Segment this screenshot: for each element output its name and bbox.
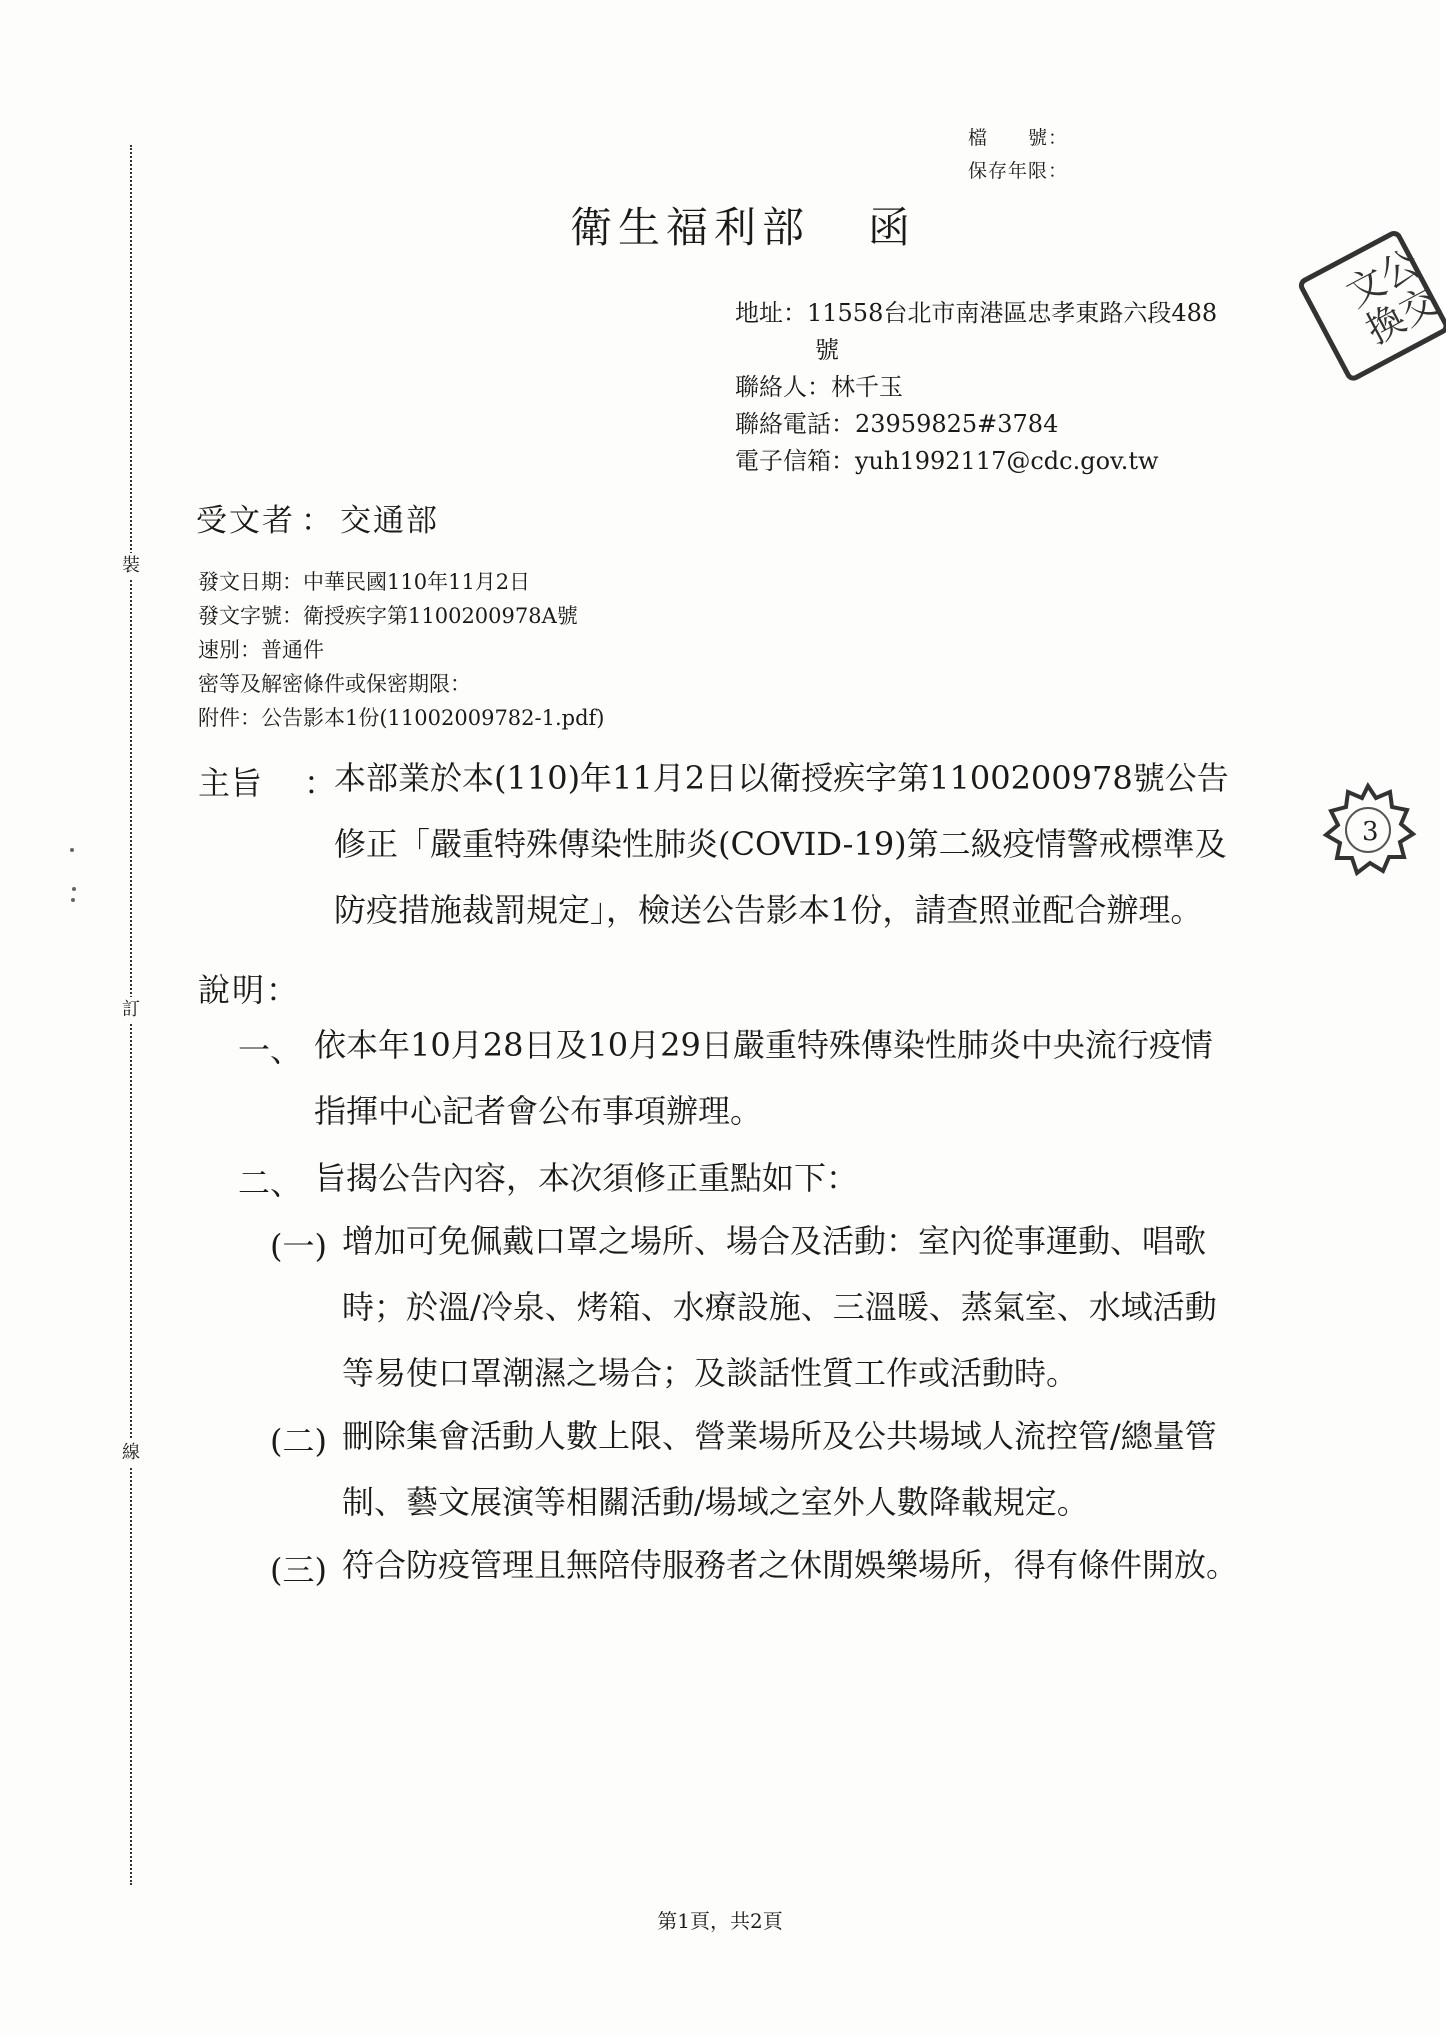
explanation-label: 說明： <box>198 971 301 1009</box>
contact-phone: 聯絡電話：23959825#3784 <box>735 410 1059 438</box>
page-count-number: 3 <box>1362 817 1379 847</box>
sub-item <box>270 1416 1258 1535</box>
margin-speck <box>72 887 76 891</box>
page-number: 第1頁，共2頁 <box>657 1909 783 1933</box>
subject-section <box>198 758 1258 943</box>
retention-label: 保存年限： <box>968 160 1069 182</box>
svg-text:文: 文 <box>1338 258 1394 316</box>
sub-item-number: (二) <box>270 1422 327 1460</box>
binding-mark-xian: 線 <box>118 1440 144 1466</box>
item-number: 一、 <box>238 1031 303 1069</box>
subject-colon: ： <box>304 764 337 802</box>
explanation-item <box>238 1158 1258 1211</box>
page-count-stamp <box>1318 780 1418 880</box>
svg-text:公: 公 <box>1372 241 1427 298</box>
sub-item <box>270 1545 1258 1598</box>
document-title <box>570 195 916 255</box>
reference-number: 發文字號：衛授疾字第1100200978A號 <box>198 604 578 628</box>
item-number: 二、 <box>238 1164 303 1202</box>
address-line-continued: 號 <box>815 336 839 364</box>
subject-text: 本部業於本(110)年11月2日以衛授疾字第1100200978號公告修正「嚴重特殊傳染性肺炎(COVID-19)第二級疫情警戒標準及防疫措施裁罰規定」，檢送公告影本1份，請查照並配合辦理。 <box>334 759 1229 929</box>
title-type: 函 <box>868 203 917 252</box>
recipient-value: 交通部 <box>340 503 439 539</box>
document-info <box>198 565 605 735</box>
contact-block <box>735 295 1217 480</box>
margin-speck <box>70 848 74 852</box>
explanation-item <box>238 1025 1258 1144</box>
svg-text:交: 交 <box>1392 278 1446 335</box>
recipient-label: 受文者 <box>196 503 295 539</box>
item-text: 依本年10月28日及10月29日嚴重特殊傳染性肺炎中央流行疫情指揮中心記者會公布事項辦理。 <box>314 1026 1213 1130</box>
title-org: 衛生福利部 <box>570 203 811 252</box>
item-text: 旨揭公告內容，本次須修正重點如下： <box>314 1159 859 1197</box>
binding-mark-ding: 訂 <box>118 997 144 1023</box>
sub-item-number: (一) <box>270 1227 327 1265</box>
contact-person: 聯絡人：林千玉 <box>735 373 903 401</box>
file-meta <box>968 122 1068 188</box>
attachment-line: 附件：公告影本1份(11002009782-1.pdf) <box>198 706 605 730</box>
sub-item-text: 增加可免佩戴口罩之場所、場合及活動：室內從事運動、唱歌時；於溫/冷泉、烤箱、水療設施、三溫暖、蒸氣室、水域活動等易使口罩潮濕之場合；及談話性質工作或活動時。 <box>342 1222 1217 1392</box>
recipient-line: 受文者 ： 交通部 <box>196 503 439 539</box>
sub-item-text: 刪除集會活動人數上限、營業場所及公共場域人流控管/總量管制、藝文展演等相關活動/場域之室外人數降載規定。 <box>342 1417 1217 1521</box>
binding-mark-zhuang: 裝 <box>118 553 144 579</box>
exchange-seal-stamp <box>1296 230 1446 380</box>
sub-item-text: 符合防疫管理且無陪侍服務者之休閒娛樂場所，得有條件開放。 <box>342 1546 1239 1584</box>
security-level: 密等及解密條件或保密期限： <box>198 672 471 696</box>
svg-text:換: 換 <box>1358 295 1413 353</box>
address-line: 地址：11558台北市南港區忠孝東路六段488 <box>735 299 1218 327</box>
sub-item-number: (三) <box>270 1551 327 1589</box>
subject-label: 主旨 <box>198 764 263 802</box>
issue-date: 發文日期：中華民國110年11月2日 <box>198 570 531 594</box>
document-body <box>198 758 1258 1598</box>
margin-speck <box>71 898 75 902</box>
file-no-label: 檔 號： <box>968 127 1069 149</box>
contact-email: 電子信箱：yuh1992117@cdc.gov.tw <box>735 447 1159 475</box>
delivery-speed: 速別：普通件 <box>198 638 324 662</box>
sub-item <box>270 1221 1258 1406</box>
